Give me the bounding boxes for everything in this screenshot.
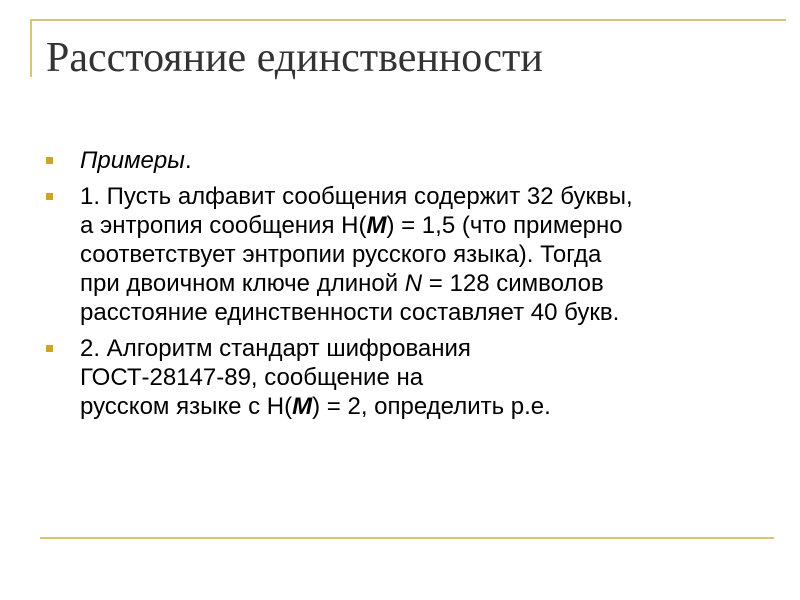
examples-label: Примеры	[80, 147, 185, 174]
text-line	[80, 146, 766, 175]
text-line	[80, 392, 766, 421]
bullet-examples	[46, 146, 766, 175]
variable-m: M	[366, 212, 387, 239]
text-fragment: а энтропия сообщения H(	[80, 212, 367, 239]
square-bullet-icon	[46, 193, 53, 200]
bullet-example-1	[46, 182, 766, 327]
text-fragment: ) = 1,5 (что примерно	[386, 212, 623, 239]
text-line	[80, 363, 766, 392]
text-fragment: расстояние единственности составляет 40 букв.	[80, 299, 620, 326]
variable-m: M	[292, 393, 313, 420]
text-fragment: 2. Алгоритм стандарт шифрования	[80, 335, 471, 362]
left-rule	[30, 19, 32, 77]
text-fragment: соответствует энтропии русского языка). Тогда	[80, 241, 602, 268]
variable-n: N	[404, 270, 423, 297]
text-fragment: ГОСТ-28147-89, сообщение на	[80, 364, 424, 391]
square-bullet-icon	[46, 345, 53, 352]
square-bullet-icon	[46, 157, 53, 164]
text-line	[80, 182, 766, 211]
text-fragment: 1. Пусть алфавит сообщения содержит 32 буквы,	[80, 183, 633, 210]
text-line	[80, 211, 766, 240]
top-rule	[30, 19, 786, 21]
bullet-example-2	[46, 334, 766, 421]
text-fragment: русском языке с H(	[80, 393, 293, 420]
text-fragment: = 128 символов	[422, 270, 604, 297]
text-fragment: .	[184, 147, 192, 174]
text-line	[80, 298, 766, 327]
bullet-list	[46, 146, 766, 428]
text-line	[80, 334, 766, 363]
bottom-rule	[40, 537, 774, 539]
slide-title: Расстояние единственности	[46, 35, 543, 81]
text-line	[80, 269, 766, 298]
text-line	[80, 240, 766, 269]
text-fragment: при двоичном ключе длиной	[80, 270, 405, 297]
text-fragment: ) = 2, определить р.е.	[312, 393, 551, 420]
